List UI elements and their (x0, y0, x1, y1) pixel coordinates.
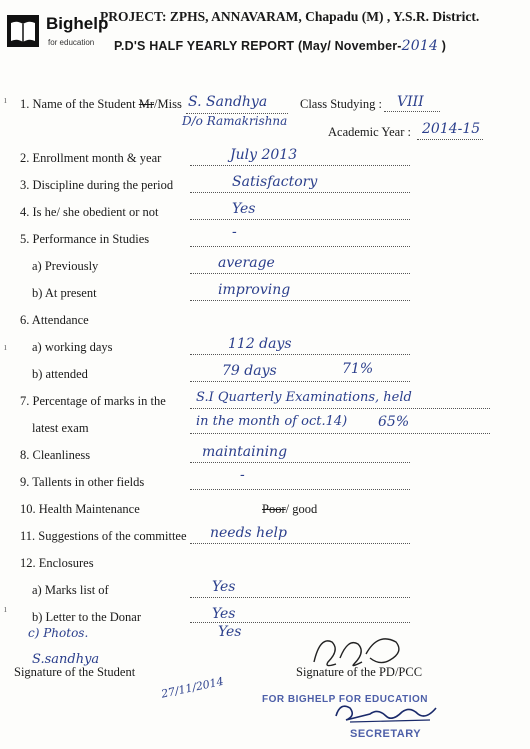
enrollment-label: 2. Enrollment month & year (20, 151, 162, 165)
cleanliness-dots (190, 462, 410, 463)
performance-dots (190, 246, 410, 247)
attended-dots (190, 381, 410, 382)
talents-label: 9. Tallents in other fields (20, 475, 145, 489)
performance-value: - (232, 224, 237, 240)
at-present-value: improving (218, 282, 291, 298)
letter-label: b) Letter to the Donar (32, 610, 141, 624)
at-present-label: b) At present (32, 286, 97, 300)
previously-label: a) Previously (32, 259, 99, 273)
marks-dots-1 (190, 408, 490, 409)
bighelp-logo (2, 6, 109, 52)
project-heading: PROJECT: ZPHS, ANNAVARAM, Chapadu (M) , Y.S.R. District. (100, 9, 480, 24)
marks-list-dots (190, 597, 410, 598)
health-options (262, 502, 317, 517)
report-title-prefix: P.D'S HALF YEARLY REPORT (May/ November- (114, 39, 402, 53)
name-label-mr: Mr (138, 97, 155, 111)
class-value: VIII (397, 94, 424, 110)
margin-mark: ı (4, 95, 7, 106)
discipline-value: Satisfactory (232, 174, 318, 190)
signature-date: 27/11/2014 (160, 674, 225, 701)
performance-label: 5. Performance in Studies (20, 232, 150, 246)
talents-value: - (240, 467, 245, 483)
health-poor: Poor (262, 502, 286, 516)
attendance-label: 6. Attendance (20, 313, 89, 327)
academic-year-dots (417, 139, 483, 140)
discipline-label: 3. Discipline during the period (20, 178, 174, 192)
health-good: / good (285, 502, 318, 516)
stamp-org: FOR BIGHELP FOR EDUCATION (262, 694, 429, 705)
academic-year-label: Academic Year : (328, 125, 411, 139)
working-days-dots (190, 354, 410, 355)
academic-year-value: 2014-15 (422, 121, 481, 137)
name-label (20, 97, 182, 112)
cleanliness-value: maintaining (202, 444, 288, 460)
marks-label-line1: 7. Percentage of marks in the (20, 394, 166, 408)
report-title-suffix: ) (438, 39, 447, 53)
enclosures-label: 12. Enclosures (20, 556, 94, 570)
name-value: S. Sandhya (188, 94, 268, 110)
report-title (114, 38, 446, 54)
enrollment-value: July 2013 (230, 147, 298, 163)
marks-list-value: Yes (212, 579, 236, 595)
book-logo-icon (6, 14, 40, 48)
student-signature-label: Signature of the Student (14, 665, 136, 679)
obedient-value: Yes (232, 201, 256, 217)
working-days-value: 112 days (228, 336, 292, 352)
suggestions-dots (190, 543, 410, 544)
letter-value: Yes (212, 606, 236, 622)
photos-label: c) Photos. (28, 626, 89, 640)
stamp-role: SECRETARY (350, 728, 422, 740)
margin-mark: ı (4, 604, 7, 615)
logo-tagline: for education (48, 38, 95, 47)
logo-name: Bighelp (46, 14, 109, 33)
report-year: 2014 (401, 38, 439, 54)
attended-value: 79 days (222, 363, 277, 379)
student-signature: S.sandhya (32, 652, 100, 667)
suggestions-label: 11. Suggestions of the committee (20, 529, 187, 543)
attended-percent: 71% (342, 361, 374, 377)
attended-label: b) attended (32, 367, 88, 381)
pd-signature-label: Signature of the PD/PCC (296, 665, 423, 679)
name-label-suffix: /Miss (154, 97, 182, 111)
secretary-signature-scribble (330, 698, 440, 726)
at-present-dots (190, 300, 410, 301)
letter-dots (190, 622, 410, 623)
discipline-dots (190, 192, 410, 193)
obedient-label: 4. Is he/ she obedient or not (20, 205, 159, 219)
obedient-dots (190, 219, 410, 220)
health-label: 10. Health Maintenance (20, 502, 140, 516)
cleanliness-label: 8. Cleanliness (20, 448, 91, 462)
marks-label-line2: latest exam (32, 421, 89, 435)
marks-dots-2 (190, 433, 490, 434)
marks-value-line1: S.I Quarterly Examinations, held (196, 390, 412, 405)
margin-mark: ı (4, 342, 7, 353)
marks-value-line2: in the month of oct.14) (196, 414, 348, 429)
photos-value: Yes (218, 624, 242, 640)
name-label-prefix: 1. Name of the Student (20, 97, 139, 111)
suggestions-value: needs help (210, 525, 287, 541)
talents-dots (190, 489, 410, 490)
class-dots (384, 111, 440, 112)
previously-value: average (218, 255, 275, 271)
marks-value-percent: 65% (378, 414, 410, 430)
enrollment-dots (190, 165, 410, 166)
name-relation: D/o Ramakrishna (182, 114, 288, 128)
working-days-label: a) working days (32, 340, 113, 354)
marks-list-label: a) Marks list of (32, 583, 109, 597)
previously-dots (190, 273, 410, 274)
class-label: Class Studying : (300, 97, 382, 111)
